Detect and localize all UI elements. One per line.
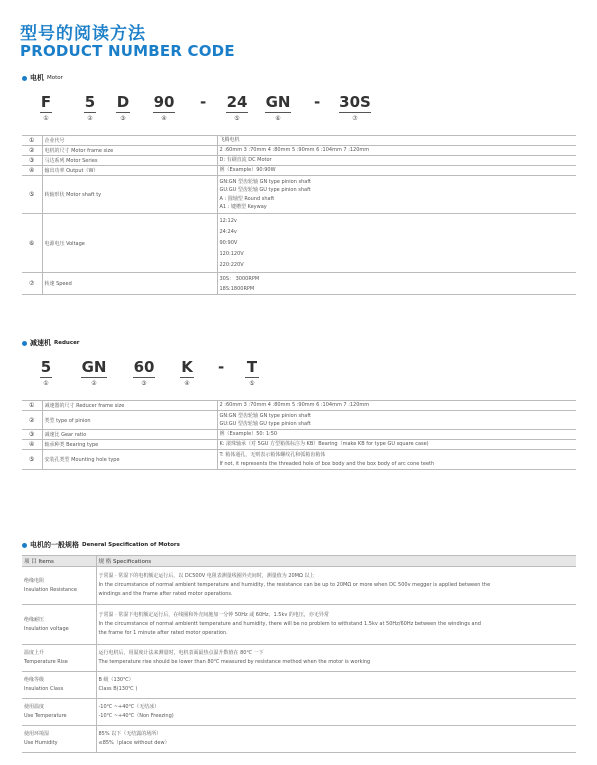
motor-code-underline: [84, 112, 96, 113]
row-value: 30S： 3000RPM: [219, 275, 260, 282]
reducer-section-heading: [22, 338, 80, 348]
motor-code-char: 30S: [339, 93, 371, 111]
row-num: ③: [22, 156, 42, 166]
reducer-code-item: [129, 359, 159, 387]
col-header-specs: 规 格 Specifications: [96, 556, 576, 567]
row-name: 转速 Speed: [42, 273, 217, 295]
row-value: GU:GU 型齿轮轴 GU type pinion shaft: [219, 187, 311, 193]
spec-item-en: Temperature Rise: [24, 659, 68, 665]
spec-line: windings and the frame after rated motor operations.: [98, 591, 233, 597]
table-row: [22, 430, 576, 440]
row-values: [217, 214, 576, 273]
motor-code-item: [262, 94, 294, 122]
reducer-code-char: GN: [81, 358, 107, 376]
reducer-code-item: [36, 359, 56, 387]
table-row: [22, 605, 576, 645]
motor-code-item: [80, 94, 100, 122]
reducer-code-underline: [40, 377, 52, 378]
row-num: ⑤: [22, 176, 42, 214]
motor-heading-en: Motor: [47, 75, 63, 81]
spec-item-en: Insulation Resistance: [24, 586, 77, 593]
row-value: 例（Example）90:90W: [219, 167, 276, 174]
spec-line: The temperature rise should be lower than 80℃ measured by resistance method when the motor is working: [98, 659, 371, 665]
table-row: [22, 440, 576, 450]
spec-section-heading: [22, 540, 180, 550]
spec-line: In the circumstance of normal ambientt temperature and humidity, there will be no problem to withstand 1.5kv at 50Hz/60Hz between the windings and: [98, 621, 481, 627]
reducer-code-char: T: [246, 358, 258, 376]
row-value: GU:GU 型齿轮轴 GU type pinion shaft: [219, 421, 311, 427]
row-name: 减速比 Gear ratio: [42, 430, 217, 440]
row-value: A1 : 键槽型 Keyway: [219, 204, 267, 210]
motor-code-underline: [153, 112, 175, 113]
row-values: [217, 166, 576, 176]
row-num: ④: [22, 166, 42, 176]
table-row: [22, 273, 576, 295]
row-value: T: 箱体通孔，无则表示箱体螺纹孔和弧箱齿箱体: [219, 452, 326, 458]
motor-code-underline: [339, 112, 371, 113]
motor-code-item: [149, 94, 179, 122]
table-row: [22, 567, 576, 605]
row-num: ④: [22, 440, 42, 450]
row-value: 24:24v: [219, 228, 237, 235]
table-row: [22, 699, 576, 726]
row-value: 例（Example）50: 1:50: [219, 431, 278, 438]
spec-value: [96, 726, 576, 753]
motor-code-dash: -: [200, 93, 207, 111]
reducer-code-num: ④: [184, 380, 190, 387]
row-num: ①: [22, 136, 42, 146]
row-num: ⑤: [22, 450, 42, 470]
reducer-code-underline: [180, 377, 194, 378]
spec-item-cn: 绝缘等级: [24, 677, 45, 683]
spec-line: the frame for 1 minute after rated motor operation.: [98, 630, 228, 636]
motor-code-num: ④: [161, 115, 167, 122]
row-value: D: 有刷直流 DC Motor: [219, 157, 272, 164]
reducer-code-num: ③: [141, 380, 147, 387]
row-value: If not, it represents the threaded hole of box body and the box body of arc cone teeth: [219, 460, 435, 467]
table-row: [22, 401, 576, 411]
row-values: [217, 401, 576, 411]
motor-code-char: D: [116, 93, 130, 111]
reducer-heading-cn: 减速机: [30, 339, 51, 347]
motor-code-char: F: [40, 93, 52, 111]
spec-item-en: Insulation Class: [24, 686, 64, 692]
spec-item-cn: 使用环境湿: [24, 731, 50, 737]
spec-header-row: [22, 556, 576, 567]
spec-line: 运行电机后，用温度计法来测量时，电机表面最热点温升数值在 80℃ 一下: [98, 650, 264, 656]
reducer-code-char: 60: [133, 358, 155, 376]
row-value: 90:90V: [219, 239, 238, 246]
table-row: [22, 411, 576, 430]
reducer-code-underline: [81, 377, 107, 378]
spec-item-en: Use Humidity: [24, 740, 58, 746]
row-values: [217, 440, 576, 450]
row-values: [217, 176, 576, 214]
row-values: [217, 136, 576, 146]
spec-line: Class B(130℃ ): [98, 686, 138, 692]
spec-line: ≤85%（place without dew）: [98, 740, 170, 746]
spec-line: 于常温 · 常湿下电机额定运行后，在线圈和外壳间施加一分钟 50Hz 或 60Hz、1.5kv 的电压，亦无异常: [98, 612, 329, 618]
spec-item: [22, 645, 96, 672]
table-row: [22, 672, 576, 699]
motor-code-char: 5: [84, 93, 96, 111]
row-value: A : 圆轴型 Round shaft: [219, 195, 275, 202]
reducer-code-num: ⑤: [249, 380, 255, 387]
spec-line: In the circumstance of normal ambient temperature and humidity, the resistance can be up to 20MΩ or more when DC 500v megger is applied between the: [98, 582, 491, 588]
reducer-code-item: [78, 359, 110, 387]
row-name: 电机的尺寸 Motor frame size: [42, 146, 217, 156]
row-value: 2 :60mm 3 :70mm 4 :80mm 5 :90mm 6 :104mm 7 :120mm: [219, 402, 370, 409]
spec-heading-cn: 电机的一般规格: [30, 541, 79, 549]
reducer-code-char: K: [181, 358, 193, 376]
row-num: ①: [22, 401, 42, 411]
row-values: [217, 273, 576, 295]
motor-code-char: GN: [265, 93, 291, 111]
table-row: [22, 146, 576, 156]
row-name: 安装孔类型 Mounting hole type: [42, 450, 217, 470]
reducer-code-row: [22, 359, 282, 391]
motor-code-item: [36, 94, 56, 122]
table-row: [22, 450, 576, 470]
row-name: 马达系列 Motor Series: [42, 156, 217, 166]
spec-item: [22, 605, 96, 645]
spec-heading-en: Deneral Specification of Motors: [82, 542, 180, 548]
motor-code-underline: [265, 112, 291, 113]
reducer-code-item: [242, 359, 262, 387]
motor-code-underline: [226, 112, 248, 113]
reducer-code-char: 5: [40, 358, 52, 376]
motor-section-heading: [22, 73, 63, 83]
row-num: ⑥: [22, 214, 42, 273]
motor-code-row: [22, 94, 382, 126]
bullet-dot-icon: [22, 76, 27, 81]
spec-item: [22, 726, 96, 753]
row-value: K: 滚珠轴承（对 5GU 方型箱体标注为 KB）Bearing（make KB for type GU square case): [219, 441, 429, 448]
motor-code-item: [222, 94, 252, 122]
bullet-dot-icon: [22, 543, 27, 548]
motor-code-item: [335, 94, 375, 122]
row-values: [217, 156, 576, 166]
row-value: 220:220V: [219, 261, 244, 268]
table-row: [22, 214, 576, 273]
spec-value: [96, 672, 576, 699]
row-name: 类型 type of pinion: [42, 411, 217, 430]
table-row: [22, 176, 576, 214]
reducer-code-num: ①: [43, 380, 49, 387]
row-values: [217, 146, 576, 156]
row-values: [217, 450, 576, 470]
row-value: GN:GN 型齿轮轴 GN type pinion shaft: [219, 412, 311, 419]
row-name: 轴承种类 Bearing type: [42, 440, 217, 450]
row-num: ③: [22, 430, 42, 440]
motor-code-char: 24: [226, 93, 248, 111]
spec-value: [96, 605, 576, 645]
row-num: ②: [22, 411, 42, 430]
reducer-code-table: [22, 400, 576, 470]
motor-code-table: [22, 135, 576, 295]
spec-line: -10℃ ~+40℃（Non Freezing): [98, 713, 174, 719]
spec-item-cn: 绝缘电阻: [24, 577, 45, 584]
table-row: [22, 156, 576, 166]
spec-value: [96, 645, 576, 672]
row-num: ⑦: [22, 273, 42, 295]
motor-heading-cn: 电机: [30, 74, 44, 82]
row-value: 2 :60mm 3 :70mm 4 :80mm 5 :90mm 6 :104mm 7 :120mm: [219, 147, 370, 154]
spec-line: 于常温 · 常湿下的电机额定运行后，以 DC500V 电阻表测量线圈外壳间时，测量值为 20MΩ 以上: [98, 573, 315, 579]
row-name: 减速器的尺寸 Reducer frame size: [42, 401, 217, 411]
motor-code-num: ⑦: [352, 115, 358, 122]
spec-item: [22, 699, 96, 726]
row-num: ②: [22, 146, 42, 156]
spec-item: [22, 672, 96, 699]
row-values: [217, 411, 576, 430]
spec-value: [96, 699, 576, 726]
reducer-code-num: ②: [91, 380, 97, 387]
reducer-code-underline: [133, 377, 155, 378]
table-row: [22, 645, 576, 672]
spec-item-en: Insulation voltage: [24, 625, 69, 632]
row-name: 电源电压 Voltage: [42, 214, 217, 273]
spec-item: [22, 567, 96, 605]
reducer-code-underline: [245, 377, 259, 378]
row-value: 18S:1800RPM: [219, 285, 255, 292]
row-name: 转轴形状 Motor shaft ty: [42, 176, 217, 214]
spec-item-cn: 温度上升: [24, 650, 45, 656]
reducer-code-item: [177, 359, 197, 387]
spec-item-cn: 绝缘耐压: [24, 616, 45, 623]
spec-table: [22, 555, 576, 753]
table-row: [22, 136, 576, 146]
spec-line: 85% 以下（无结露的场所）: [98, 731, 162, 737]
row-value: 120:120V: [219, 250, 244, 257]
table-row: [22, 166, 576, 176]
motor-code-char: 90: [153, 93, 175, 111]
motor-code-num: ③: [120, 115, 126, 122]
motor-code-dash: -: [314, 93, 321, 111]
motor-code-num: ①: [43, 115, 49, 122]
reducer-code-dash: -: [218, 358, 225, 376]
page-title-en: PRODUCT NUMBER CODE: [20, 42, 235, 60]
col-header-items: 项 目 Items: [22, 556, 96, 567]
table-row: [22, 726, 576, 753]
page-title-cn: 型号的阅读方法: [20, 24, 146, 44]
row-value: GN:GN 型齿轮轴 GN type pinion shaft: [219, 178, 311, 185]
motor-code-item: [113, 94, 133, 122]
motor-code-num: ⑥: [275, 115, 281, 122]
spec-line: -10℃ ~+40℃（无结冰）: [98, 704, 160, 710]
motor-code-num: ②: [87, 115, 93, 122]
spec-item-en: Use Temperature: [24, 713, 67, 719]
row-value: 12:12v: [219, 217, 237, 224]
row-value: 飞腾电机: [219, 137, 240, 144]
reducer-heading-en: Reducer: [54, 340, 80, 346]
row-name: 输出功率 Output（W）: [42, 166, 217, 176]
spec-line: B 级（130℃）: [98, 677, 134, 683]
spec-item-cn: 使用温度: [24, 704, 45, 710]
row-name: 企业代号: [42, 136, 217, 146]
bullet-dot-icon: [22, 341, 27, 346]
motor-code-num: ⑤: [234, 115, 240, 122]
motor-code-underline: [40, 112, 52, 113]
motor-code-underline: [116, 112, 130, 113]
row-values: [217, 430, 576, 440]
spec-value: [96, 567, 576, 605]
